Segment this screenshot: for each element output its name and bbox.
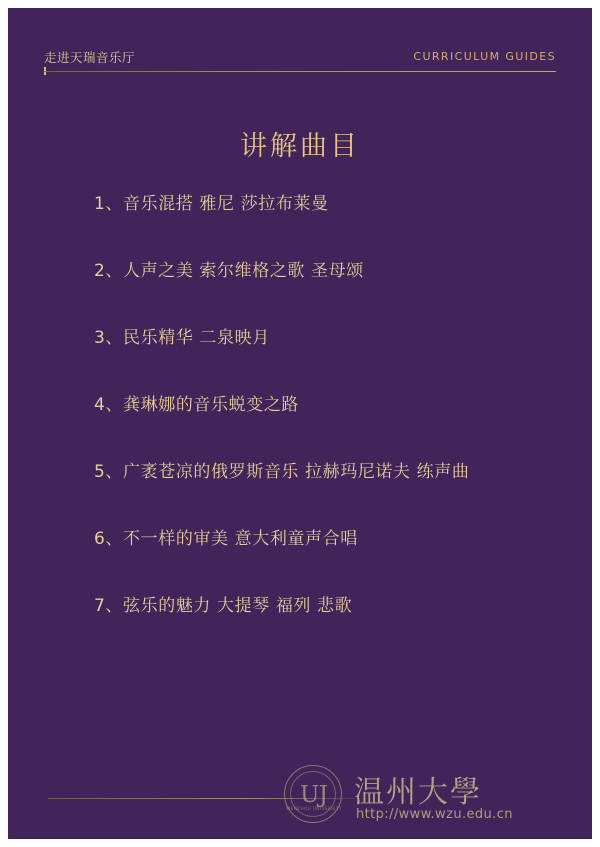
program-list <box>94 193 564 618</box>
list-item: 5、广袤苍凉的俄罗斯音乐 拉赫玛尼诺夫 练声曲 <box>94 461 470 482</box>
header-divider <box>44 71 556 72</box>
university-branding <box>272 763 562 833</box>
slide-canvas <box>8 8 592 839</box>
header-left-title: 走进天瑞音乐厅 <box>44 50 136 65</box>
page-title: 讲解曲目 <box>240 131 360 162</box>
slide-header <box>44 48 556 74</box>
university-url[interactable]: http://www.wzu.edu.cn <box>356 807 513 822</box>
list-item: 3、民乐精华 二泉映月 <box>94 327 270 348</box>
seal-monogram: UJ <box>300 782 328 808</box>
header-right-title: CURRICULUM GUIDES <box>413 50 556 63</box>
list-item: 4、龚琳娜的音乐蜕变之路 <box>94 394 300 415</box>
list-item: 2、人声之美 索尔维格之歌 圣母颂 <box>94 260 364 281</box>
university-name: 温州大學 <box>354 775 482 810</box>
list-item: 6、不一样的审美 意大利童声合唱 <box>94 528 358 549</box>
seal-ring-text: WENZHOU UNIVERSITY <box>286 806 342 811</box>
university-seal-icon <box>284 765 342 823</box>
list-item: 7、弦乐的魅力 大提琴 福列 悲歌 <box>94 595 353 616</box>
list-item: 1、音乐混搭 雅尼 莎拉布莱曼 <box>94 194 329 214</box>
